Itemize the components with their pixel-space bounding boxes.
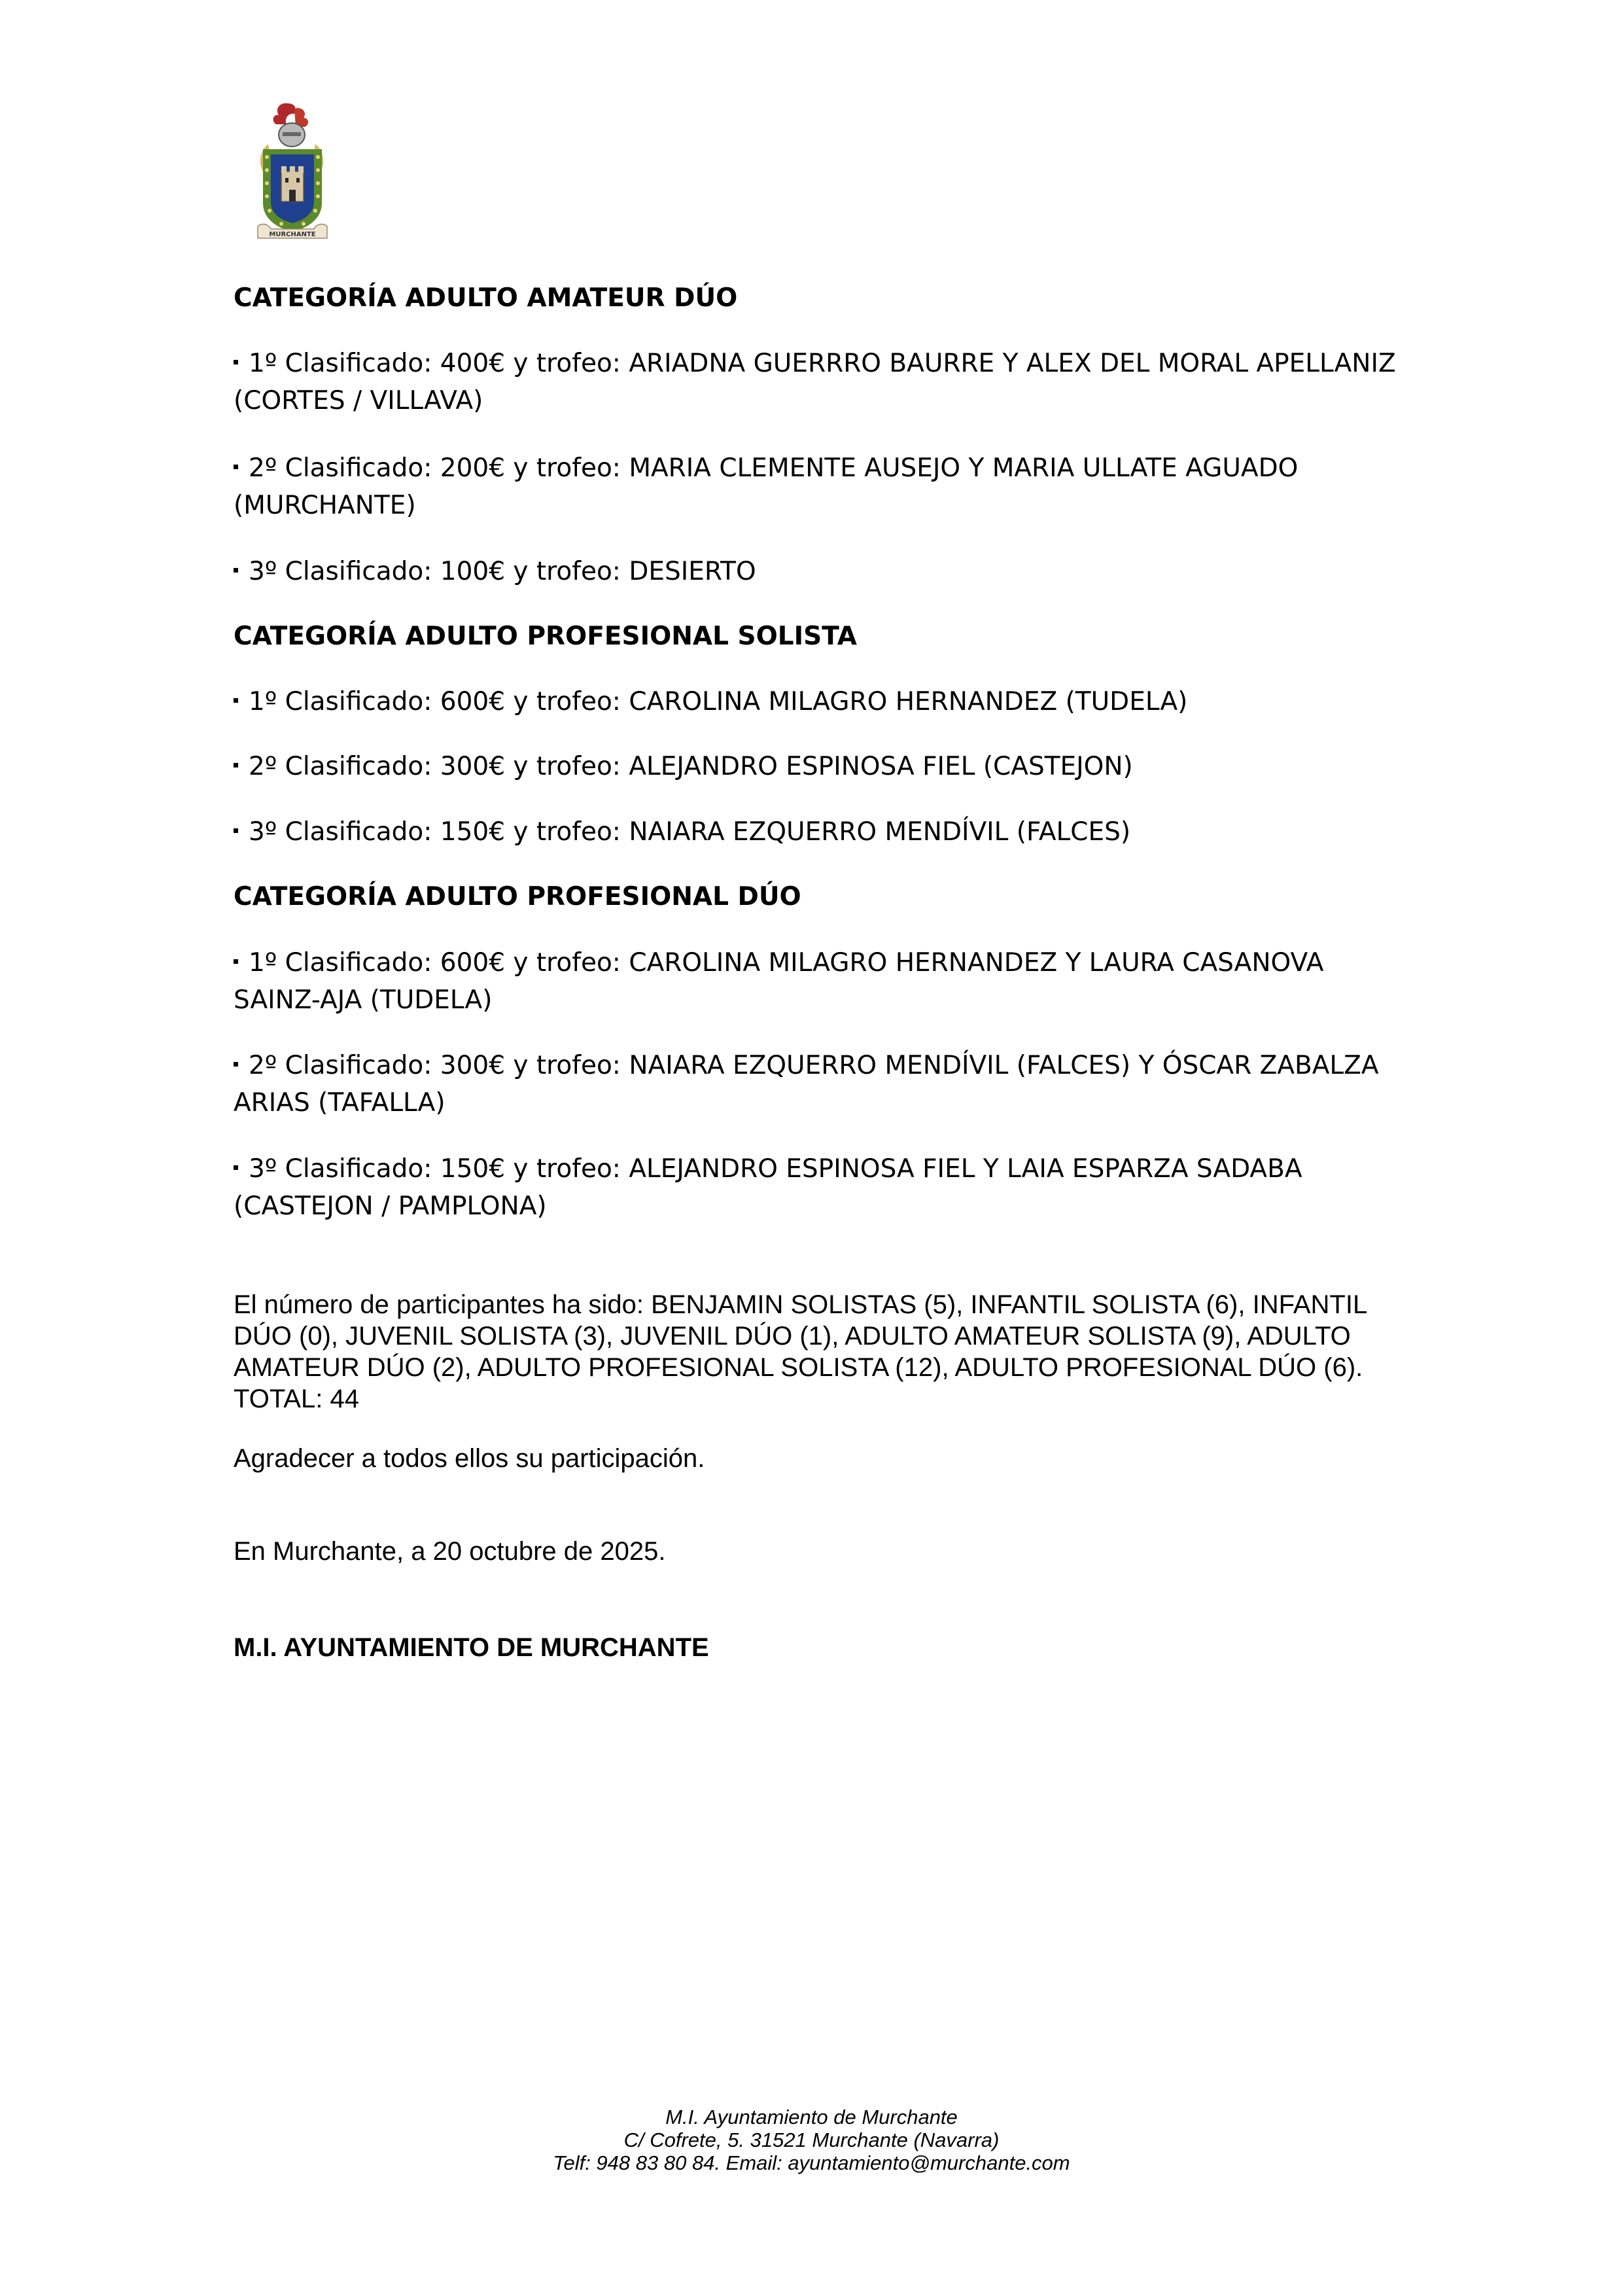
bullet-icon	[234, 1165, 238, 1170]
prize-amateur-duo-3: 3º Clasificado: 100€ y trofeo: DESIERTO	[234, 553, 1398, 590]
coat-of-arms-logo	[249, 98, 337, 242]
bullet-icon	[234, 959, 238, 964]
prize-profesional-duo-1: 1º Clasificado: 600€ y trofeo: CAROLINA MILAGRO HERNANDEZ Y LAURA CASANOVA SAINZ-AJA (TUDELA)	[234, 948, 1324, 1015]
footer-address: C/ Cofrete, 5. 31521 Murchante (Navarra)	[623, 2128, 1000, 2151]
footer-contact: Telf: 948 83 80 84. Email: ayuntamiento@murchante.com	[553, 2151, 1070, 2174]
prize-profesional-solista-2: 2º Clasificado: 300€ y trofeo: ALEJANDRO ESPINOSA FIEL (CASTEJON)	[234, 748, 1398, 785]
bullet-icon	[234, 828, 238, 833]
footer-organization: M.I. Ayuntamiento de Murchante	[665, 2106, 958, 2128]
signature-block: M.I. AYUNTAMIENTO DE MURCHANTE	[234, 1633, 709, 1662]
prize-profesional-solista-1: 1º Clasificado: 600€ y trofeo: CAROLINA MILAGRO HERNANDEZ (TUDELA)	[234, 683, 1398, 720]
section-title-adulto-profesional-solista: CATEGORÍA ADULTO PROFESIONAL SOLISTA	[234, 622, 857, 651]
section-title-adulto-profesional-duo: CATEGORÍA ADULTO PROFESIONAL DÚO	[234, 882, 801, 911]
thanks-text: Agradecer a todos ellos su participación.	[234, 1444, 705, 1473]
prize-amateur-duo-1: 1º Clasificado: 400€ y trofeo: ARIADNA GUERRRO BAURRE Y ALEX DEL MORAL APELLANIZ (CORTES / VILLAVA)	[234, 349, 1396, 415]
logo-scroll-text: MURCHANTE	[269, 231, 316, 238]
date-line: En Murchante, a 20 octubre de 2025.	[234, 1537, 666, 1566]
bullet-icon	[234, 360, 238, 364]
section-title-adulto-amateur-duo: CATEGORÍA ADULTO AMATEUR DÚO	[234, 283, 738, 313]
participants-summary: El número de participantes ha sido: BENJAMIN SOLISTAS (5), INFANTIL SOLISTA (6), INFANTIL DÚO (0), JUVENIL SOLISTA (3), JUVENIL DÚO (1), ADULTO AMATEUR SOLISTA (9), ADULTO AMATEUR DÚO (2), ADULTO PROFESIONAL SOLISTA (12), ADULTO PROFESIONAL DÚO (6). TOTAL: 44	[234, 1290, 1367, 1413]
bullet-icon	[234, 568, 238, 573]
prize-profesional-duo-3: 3º Clasificado: 150€ y trofeo: ALEJANDRO ESPINOSA FIEL Y LAIA ESPARZA SADABA (CASTEJON / PAMPLONA)	[234, 1154, 1302, 1221]
page-footer	[0, 2106, 1623, 2174]
bullet-icon	[234, 465, 238, 469]
prize-profesional-solista-3: 3º Clasificado: 150€ y trofeo: NAIARA EZQUERRO MENDÍVIL (FALCES)	[234, 813, 1398, 851]
prize-amateur-duo-2: 2º Clasificado: 200€ y trofeo: MARIA CLEMENTE AUSEJO Y MARIA ULLATE AGUADO (MURCHANTE)	[234, 453, 1299, 520]
bullet-icon	[234, 1062, 238, 1067]
prize-profesional-duo-2: 2º Clasificado: 300€ y trofeo: NAIARA EZQUERRO MENDÍVIL (FALCES) Y ÓSCAR ZABALZA ARIAS (TAFALLA)	[234, 1051, 1379, 1118]
bullet-icon	[234, 698, 238, 703]
bullet-icon	[234, 763, 238, 768]
